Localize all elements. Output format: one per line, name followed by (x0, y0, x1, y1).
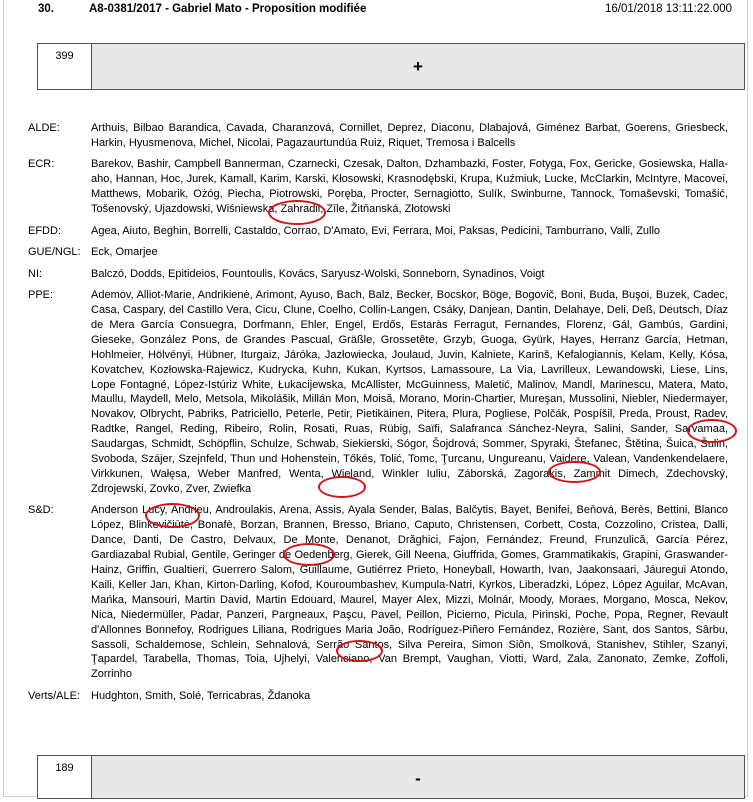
vote-result-box-for (37, 43, 745, 90)
group-members: Anderson Lucy, Andrieu, Androulakis, Arena, Assis, Ayala Sender, Balas, Balčytis, Bayet, Benifei, Beňová, Berès, Bettini, Blanco López, Blinkevičiūtė, Bonafè, Borzan, Brannen, Bresso, Briano, Caputo, Christensen, Corbett, Costa, Cozzolino, Cristea, Dalli, Dance, Danti, De Castro, Delvaux, De Monte, Denanot, Drăghici, Fajon, Fernández, Freund, Frunzulică, García Pérez, Gardiazabal Rubial, Gentile, Geringer de Oedenberg, Gierek, Gill Neena, Giuffrida, Gomes, Grammatikakis, Grapini, Graswander-Hainz, Griffin, Gualtieri, Guerrero Salom, Guillaume, Gutiérrez Prieto, Honeyball, Howarth, Ivan, Jaakonsaari, Jáuregui Atondo, Kaili, Keller Jan, Khan, Kirton-Darling, Kofod, Kouroumbashev, Kumpula-Natri, Kyrkos, Liberadzki, López, López Aguilar, McAvan, Mańka, Mansouri, Martin David, Martin Edouard, Maurel, Mayer Alex, Mizzi, Molnár, Moody, Moraes, Morgano, Mosca, Nekov, Nica, Niedermüller, Padar, Panzeri, Pargneaux, Paşcu, Pavel, Peillon, Picierno, Picula, Pirinski, Poche, Popa, Regner, Revault d'Allonnes Bonnefoy, Rodrigues Liliana, Rodrigues Maria João, Rodríguez-Piñero Fernández, Rozière, Sant, dos Santos, Sârbu, Sassoli, Schaldemose, Schlein, Sehnalová, Serrão Santos, Silva Pereira, Simon Siôn, Smolková, Stanishev, Stihler, Szanyi, Ţapardel, Tarabella, Thomas, Toia, Ujhelyi, Valenciano, Van Brempt, Vaughan, Viotti, Ward, Zala, Zanonato, Zemke, Zoffoli, Zorrinho (91, 504, 728, 681)
vote-count-for: 399 (38, 44, 92, 89)
vote-datetime: 16/01/2018 13:11:22.000 (605, 3, 733, 15)
group-members: Balczó, Dodds, Epitideios, Fountoulis, Kovács, Saryusz-Wolski, Sonneborn, Synadinos, Voigt (91, 267, 545, 280)
minus-symbol: - (92, 756, 744, 798)
vote-number: 30. (38, 3, 54, 15)
vote-title: A8-0381/2017 - Gabriel Mato - Proposition modifiée (89, 3, 367, 15)
group-members: Eck, Omarjee (91, 246, 158, 259)
group-members: Agea, Aiuto, Beghin, Borrelli, Castaldo, Corrao, D'Amato, Evi, Ferrara, Moi, Paksas, Pedicini, Tamburrano, Valli, Zullo (91, 224, 661, 237)
group-alde (28, 121, 728, 151)
vote-count-against: 189 (38, 756, 92, 798)
vote-result-box-against (37, 755, 745, 799)
group-name: NI: (28, 267, 43, 280)
group-gue-ngl (28, 245, 728, 260)
group-ni (28, 267, 728, 282)
plus-symbol: + (92, 44, 744, 89)
group-name: EFDD: (28, 224, 61, 237)
group-members: Arthuis, Bilbao Barandica, Cavada, Charanzová, Cornillet, Deprez, Diaconu, Dlabajová, Giménez Barbat, Goerens, Griesbeck, Harkin, Hyusmenova, Michel, Nicolai, Pagazaurtundúa Ruiz, Riquet, Tremosa i Balcells (91, 122, 728, 149)
group-members: Ademov, Alliot-Marie, Andrikienė, Arimont, Ayuso, Bach, Balz, Becker, Bocskor, Böge, Bogovič, Boni, Buda, Buşoi, Buzek, Cadec, Casa, Caspary, del Castillo Vera, Cicu, Clune, Coelho, Collin-Langen, Csáky, Danjean, Dantin, Delahaye, Deli, Deß, Deutsch, Díaz de Mera García Consuegra, Dorfmann, Ehler, Engel, Erdős, Estaràs Ferragut, Fernandes, Florenz, Gál, Gambús, Gardini, Gieseke, González Pons, de Grandes Pascual, Gräßle, Grossetête, Grzyb, Guoga, Gyürk, Hayes, Herranz García, Hetman, Hohlmeier, Hölvényi, Hübner, Iturgaiz, Járóka, Jazłowiecka, Joulaud, Juvin, Kalniete, Karinš, Kefalogiannis, Kelam, Kelly, Kósa, Kovatchev, Kozłowska-Rajewicz, Kudrycka, Kuhn, Kukan, Kyrtsos, Lamassoure, La Via, Lavrilleux, Lewandowski, Liese, Lins, Lope Fontagné, López-Istúriz White, Łukacijewska, McAllister, McGuinness, Maletić, Malinov, Mandl, Marinescu, Matera, Mato, Maullu, Maydell, Melo, Metsola, Mikolášik, Millán Mon, Moisă, Morano, Morin-Chartier, Mureşan, Mussolini, Niebler, Niedermayer, Novakov, Olbrycht, Pabriks, Patriciello, Peterle, Petir, Pietikäinen, Pitera, Plura, Pogliese, Polčák, Pospíšil, Preda, Proust, Radev, Radtke, Rangel, Reding, Ribeiro, Rolin, Rosati, Ruas, Rübig, Saïfi, Salafranca Sánchez-Neyra, Salini, Sander, Sarvamaa, Saudargas, Schmidt, Schöpflin, Schulze, Schwab, Siekierski, Sógor, Šojdrová, Sommer, Spyraki, Štefanec, Štětina, Šuica, Šulin, Svoboda, Szájer, Szejnfeld, Thun und Hohenstein, Tőkés, Tolić, Tomc, Ţurcanu, Ungureanu, Vaidere, Valean, Vandenkendelaere, Virkkunen, Wałęsa, Weber Manfred, Wenta, Wieland, Winkler Iuliu, Záborská, Zagorakis, Zammit Dimech, Zdechovský, Zdrojewski, Zovko, Zver, Zwiefka (91, 289, 728, 495)
group-members: Barekov, Bashir, Campbell Bannerman, Czarnecki, Czesak, Dalton, Dzhambazki, Foster, Fotyga, Fox, Gericke, Gosiewska, Halla-aho, Hannan, Hoc, Jurek, Kamall, Karim, Karski, Kłosowski, Krasnodębski, Krupa, Kuźmiuk, Lucke, McClarkin, McIntyre, Macovei, Matthews, Mobarik, Ożóg, Piecha, Piotrowski, Poręba, Procter, Sernagiotto, Sulík, Swinburne, Tannock, Tomaševski, Tomašić, Tošenovský, Ujazdowski, Wiśniewska, Zahradil, Zīle, Žitňanská, Złotowski (91, 158, 728, 216)
voter-groups (28, 121, 728, 710)
group-members: Hudghton, Smith, Solé, Terricabras, Ždanoka (91, 689, 311, 702)
group-name: PPE: (28, 289, 54, 302)
group-name: ALDE: (28, 122, 60, 134)
group-ppe (28, 288, 728, 497)
vote-header (0, 1, 753, 17)
group-ecr (28, 157, 728, 217)
group-efdd (28, 224, 728, 239)
group-name: Verts/ALE: (28, 689, 80, 702)
group-name: GUE/NGL: (28, 246, 81, 259)
group-name: ECR: (28, 158, 55, 171)
group-name: S&D: (28, 504, 54, 517)
group-verts-ale (28, 689, 728, 704)
group-s-and-d (28, 503, 728, 682)
